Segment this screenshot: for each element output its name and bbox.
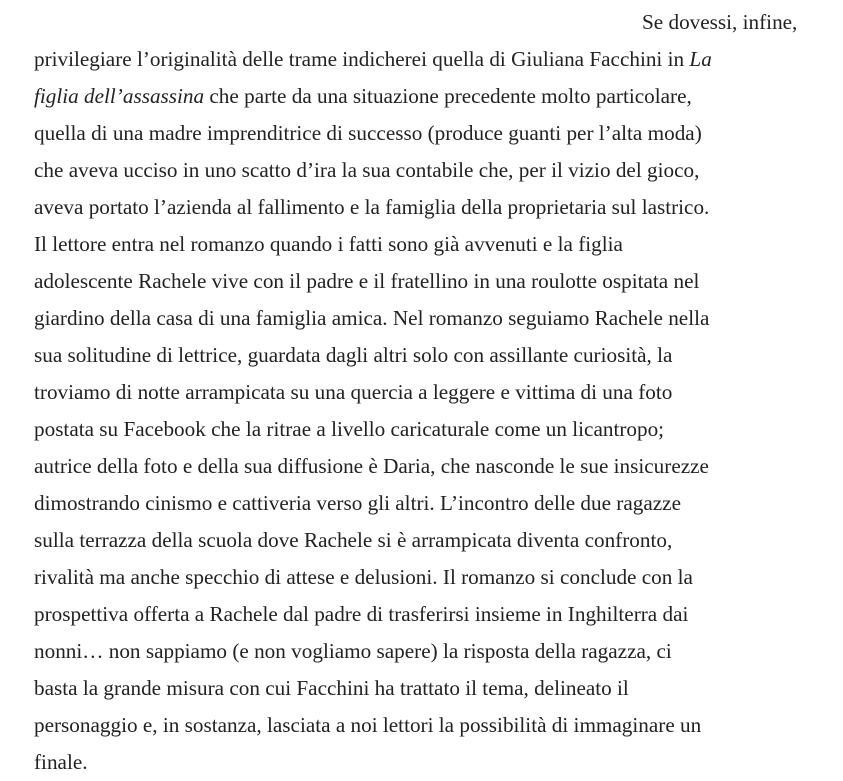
text-segment: privilegiare l’originalità delle trame indicherei quella di Giuliana Facchini in (34, 47, 690, 71)
book-title-fragment: figlia dell’assassina (34, 84, 205, 108)
text-line: basta la grande misura con cui Facchini ha trattato il tema, delineato il (34, 676, 629, 700)
text-line: adolescente Rachele vive con il padre e il fratellino in una roulotte ospitata nel (34, 269, 700, 293)
text-line: personaggio e, in sostanza, lasciata a noi lettori la possibilità di immaginare un (34, 713, 702, 737)
text-segment: che parte da una situazione precedente molto particolare, (204, 84, 692, 108)
article-body (34, 4, 824, 781)
book-title-fragment: La (689, 47, 712, 71)
text-line (34, 41, 824, 78)
text-line: finale. (34, 750, 88, 774)
text-line (34, 78, 824, 115)
text-line: prospettiva offerta a Rachele dal padre di trasferirsi insieme in Inghilterra dai (34, 602, 689, 626)
text-line: giardino della casa di una famiglia amica. Nel romanzo seguiamo Rachele nella (34, 306, 710, 330)
text-line: sua solitudine di lettrice, guardata dagli altri solo con assillante curiosità, la (34, 343, 673, 367)
text-line: Se dovessi, infine, (642, 10, 798, 34)
text-line: troviamo di notte arrampicata su una quercia a leggere e vittima di una foto (34, 380, 673, 404)
text-line: nonni… non sappiamo (e non vogliamo sapere) la risposta della ragazza, ci (34, 639, 672, 663)
text-line: quella di una madre imprenditrice di successo (produce guanti per l’alta moda) (34, 121, 702, 145)
text-line: rivalità ma anche specchio di attese e delusioni. Il romanzo si conclude con la (34, 565, 693, 589)
text-line: Il lettore entra nel romanzo quando i fatti sono già avvenuti e la figlia (34, 232, 623, 256)
text-line: che aveva ucciso in uno scatto d’ira la sua contabile che, per il vizio del gioco, (34, 158, 700, 182)
text-line: postata su Facebook che la ritrae a livello caricaturale come un licantropo; (34, 417, 665, 441)
text-line: autrice della foto e della sua diffusione è Daria, che nasconde le sue insicurezze (34, 454, 709, 478)
text-line: dimostrando cinismo e cattiveria verso gli altri. L’incontro delle due ragazze (34, 491, 681, 515)
text-line: aveva portato l’azienda al fallimento e la famiglia della proprietaria sul lastrico. (34, 195, 710, 219)
text-line: sulla terrazza della scuola dove Rachele si è arrampicata diventa confronto, (34, 528, 673, 552)
